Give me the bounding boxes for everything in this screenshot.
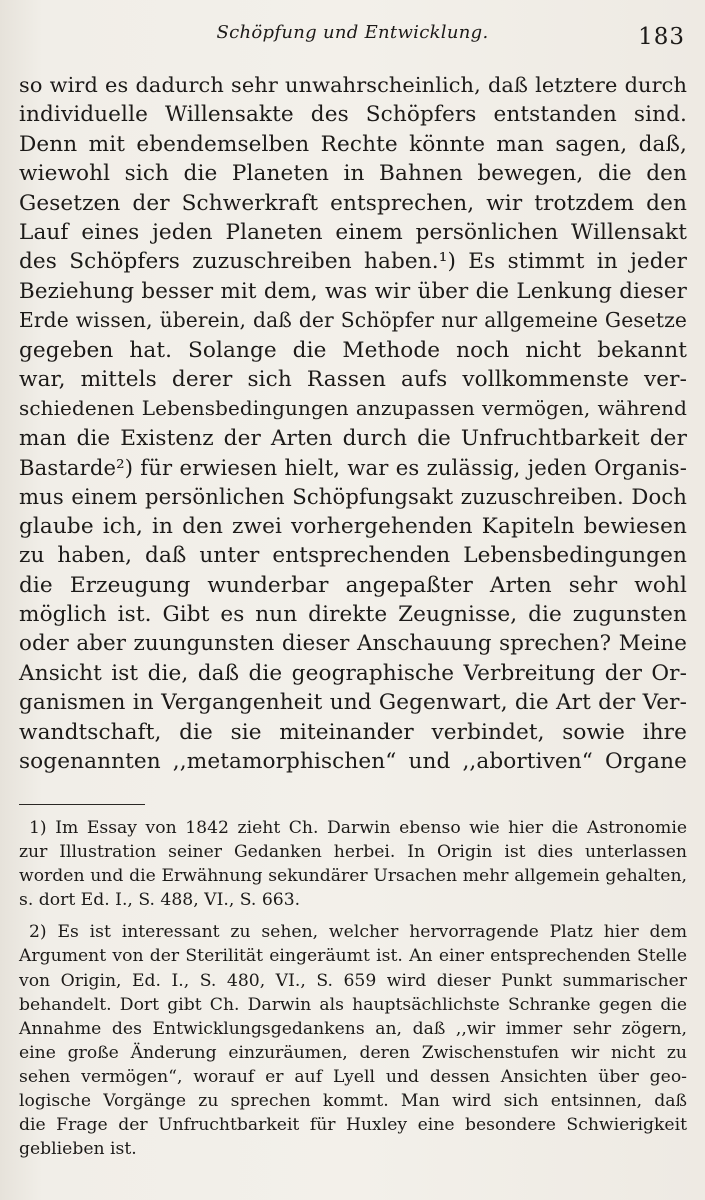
footnote-divider	[19, 804, 145, 805]
footnote-line: zur Illustration seiner Gedanken herbei. In Origin ist dies unterlassen	[19, 842, 687, 863]
footnote-line: s. dort Ed. I., S. 488, VI., S. 663.	[19, 890, 301, 911]
body-line: Denn mit ebendemselben Rechte könnte man sagen, daß,	[19, 131, 687, 157]
footnote-line: logische Vorgänge zu sprechen kommt. Man wird sich entsinnen, daß	[19, 1091, 687, 1112]
footnote-line: worden und die Erwähnung sekundärer Ursachen mehr allgemein gehalten,	[19, 866, 687, 887]
footnote-gap	[19, 912, 687, 920]
body-line: sogenannten ,,metamorphischen“ und ,,abortiven“ Organe	[19, 748, 687, 774]
body-line: wiewohl sich die Planeten in Bahnen bewegen, die den	[19, 161, 687, 187]
footnote-line: Annahme des Entwicklungsgedankens an, daß ,,wir immer sehr zögern,	[19, 1018, 687, 1039]
body-line: Lauf eines jeden Planeten einem persönlichen Willensakt	[19, 219, 687, 245]
page-number: 183	[638, 24, 685, 50]
body-text	[19, 71, 687, 776]
footnote-line: geblieben ist.	[19, 1139, 137, 1160]
footnote-line: behandelt. Dort gibt Ch. Darwin als hauptsächlichste Schranke gegen die	[19, 994, 687, 1015]
body-line: zu haben, daß unter entsprechenden Lebensbedingungen	[19, 543, 687, 569]
body-line: Beziehung besser mit dem, was wir über die Lenkung dieser	[19, 278, 687, 304]
page-header	[0, 20, 705, 50]
footnote-line: Argument von der Sterilität eingeräumt ist. An einer entsprechenden Stelle	[19, 946, 687, 967]
body-line: Ansicht ist die, daß die geographische Verbreitung der Or-	[19, 660, 687, 686]
body-line: Erde wissen, überein, daß der Schöpfer nur allgemeine Gesetze	[19, 308, 687, 333]
body-line: so wird es dadurch sehr unwahrscheinlich, daß letztere durch	[19, 73, 687, 97]
footnote-line: 2) Es ist interessant zu sehen, welcher hervorragende Platz hier dem	[29, 922, 687, 943]
body-line: Bastarde²) für erwiesen hielt, war es zulässig, jeden Organis-	[19, 455, 687, 481]
body-line: oder aber zuungunsten dieser Anschauung sprechen? Meine	[19, 631, 687, 657]
footnote-line: die Frage der Unfruchtbarkeit für Huxley eine besondere Schwierigkeit	[19, 1115, 687, 1136]
body-line: möglich ist. Gibt es nun direkte Zeugnisse, die zugunsten	[19, 602, 687, 628]
body-line: man die Existenz der Arten durch die Unfruchtbarkeit der	[19, 425, 687, 451]
footnote-1	[19, 816, 687, 912]
body-line: mus einem persönlichen Schöpfungsakt zuzuschreiben. Doch	[19, 484, 687, 510]
footnotes	[19, 816, 687, 1161]
footnote-line: von Origin, Ed. I., S. 480, VI., S. 659 wird dieser Punkt summarischer	[19, 970, 687, 991]
body-line: die Erzeugung wunderbar angepaßter Arten sehr wohl	[19, 572, 687, 598]
footnote-line: eine große Änderung einzuräumen, deren Zwischenstufen wir nicht zu	[19, 1042, 687, 1063]
footnote-line: sehen vermögen“, worauf er auf Lyell und dessen Ansichten über geo-	[19, 1066, 687, 1087]
body-line: gegeben hat. Solange die Methode noch nicht bekannt	[19, 337, 687, 363]
body-line: individuelle Willensakte des Schöpfers entstanden sind.	[19, 102, 687, 128]
body-line: Gesetzen der Schwerkraft entsprechen, wir trotzdem den	[19, 190, 687, 216]
body-line: wandtschaft, die sie miteinander verbindet, sowie ihre	[19, 719, 687, 745]
body-line: schiedenen Lebensbedingungen anzupassen vermögen, während	[19, 396, 687, 421]
running-title: Schöpfung und Entwicklung.	[216, 22, 489, 43]
body-line: des Schöpfers zuzuschreiben haben.¹) Es stimmt in jeder	[19, 249, 687, 275]
footnote-2	[19, 920, 687, 1161]
body-line: war, mittels derer sich Rassen aufs vollkommenste ver-	[19, 366, 687, 392]
body-line: ganismen in Vergangenheit und Gegenwart, die Art der Ver-	[19, 690, 687, 716]
body-line: glaube ich, in den zwei vorhergehenden Kapiteln bewiesen	[19, 513, 687, 539]
footnote-line: 1) Im Essay von 1842 zieht Ch. Darwin ebenso wie hier die Astronomie	[29, 818, 687, 838]
